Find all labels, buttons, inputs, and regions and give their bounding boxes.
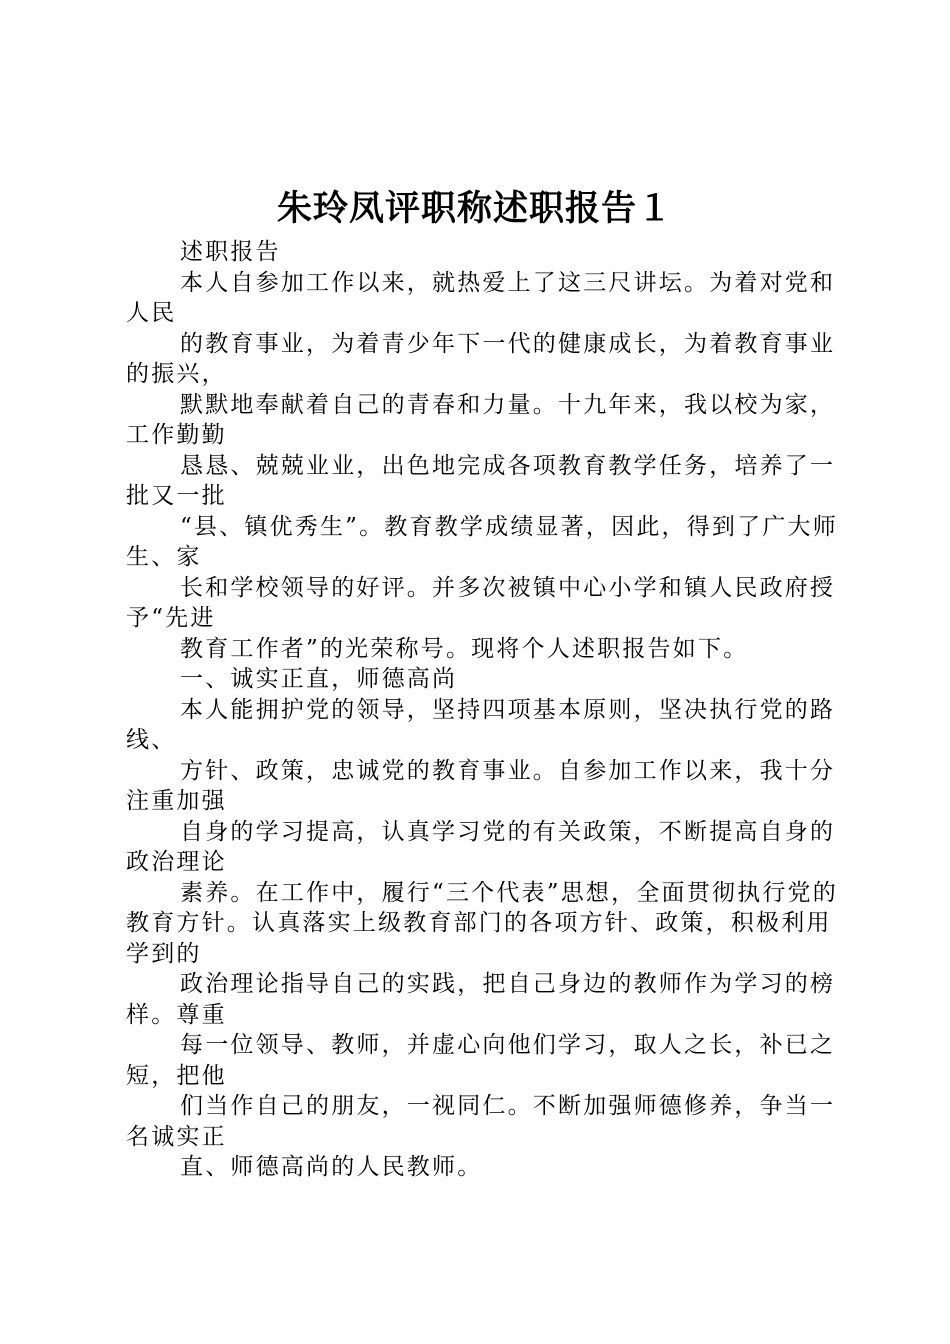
paragraph-line: 默默地奉献着自己的青春和力量。十九年来，我以校为家，工作勤勤 <box>126 391 836 448</box>
paragraph-line: “县、镇优秀生”。教育教学成绩显著，因此，得到了广大师生、家 <box>126 513 838 570</box>
paragraph-line: 述职报告 <box>180 239 281 265</box>
paragraph-line: 恳恳、兢兢业业，出色地完成各项教育教学任务，培养了一批又一批 <box>126 452 836 509</box>
document-title: 朱玲凤评职称述职报告１ <box>276 188 673 229</box>
paragraph-line: 每一位领导、教师，并虚心向他们学习，取人之长，补已之短，把他 <box>126 1032 836 1089</box>
paragraph-line: 的教育事业，为着青少年下一代的健康成长，为着教育事业的振兴， <box>126 330 836 387</box>
paragraph-line: 们当作自己的朋友，一视同仁。不断加强师德修养，争当一名诚实正 <box>126 1093 836 1150</box>
paragraph-line: 教育工作者”的光荣称号。现将个人述职报告如下。 <box>180 635 749 662</box>
paragraph-line: 本人能拥护党的领导，坚持四项基本原则，坚决执行党的路线、 <box>126 696 836 753</box>
paragraph-line: 素养。在工作中，履行“三个代表”思想，全面贯彻执行党的教育方针。认真落实上级教育部门的各项方针、政策，积极利用学到的 <box>126 879 838 967</box>
paragraph-line: 长和学校领导的好评。并多次被镇中心小学和镇人民政府授予“先进 <box>126 574 836 631</box>
paragraph-line: 直、师德高尚的人民教师。 <box>180 1154 483 1180</box>
paragraph-line: 政治理论指导自己的实践，把自己身边的教师作为学习的榜样。尊重 <box>126 971 836 1028</box>
section-heading: 一、诚实正直，师德高尚 <box>180 666 458 692</box>
paragraph-line: 自身的学习提高，认真学习党的有关政策，不断提高自身的政治理论 <box>126 818 836 875</box>
paragraph-line: 方针、政策，忠诚党的教育事业。自参加工作以来，我十分注重加强 <box>126 757 836 814</box>
paragraph-line: 本人自参加工作以来，就热爱上了这三尺讲坛。为着对党和人民 <box>126 269 836 326</box>
document-body <box>126 237 846 1183</box>
